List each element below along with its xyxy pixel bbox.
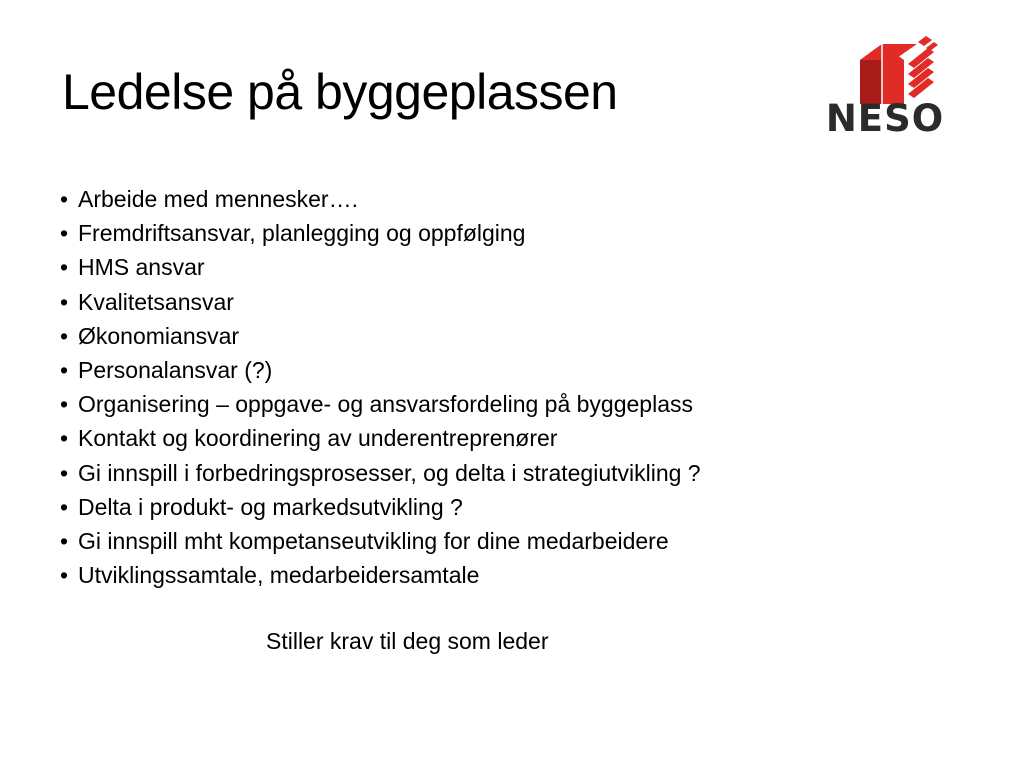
neso-logo <box>822 36 948 144</box>
bullet-marker: • <box>60 288 69 315</box>
bullet-text: Kvalitetsansvar <box>78 288 234 315</box>
bullet-text: Gi innspill mht kompetanseutvikling for dine medarbeidere <box>78 528 669 555</box>
closing-note: Stiller krav til deg som leder <box>266 628 549 654</box>
bullet-marker: • <box>60 254 69 281</box>
bullet-marker: • <box>60 357 69 384</box>
list-item <box>60 490 701 524</box>
list-item <box>60 182 701 216</box>
bullet-marker: • <box>60 322 69 349</box>
list-item <box>60 319 701 353</box>
neso-building-logo-icon <box>822 36 948 106</box>
list-item <box>60 353 701 387</box>
list-item <box>60 285 701 319</box>
bullet-marker: • <box>60 186 69 212</box>
logo-text: NESO <box>825 97 945 140</box>
bullet-marker: • <box>60 220 69 247</box>
list-item <box>60 524 701 558</box>
list-item <box>60 250 701 284</box>
bullet-text: Utviklingssamtale, medarbeidersamtale <box>78 562 480 589</box>
bullet-marker: • <box>60 391 69 418</box>
bullet-text: Organisering – oppgave- og ansvarsfordeling på byggeplass <box>78 391 694 418</box>
bullet-marker: • <box>60 425 69 452</box>
bullet-text: Fremdriftsansvar, planlegging og oppfølging <box>78 220 526 247</box>
bullet-text: Økonomiansvar <box>78 322 240 349</box>
list-item <box>60 558 701 592</box>
bullet-text: Delta i produkt- og markedsutvikling ? <box>78 493 463 520</box>
bullet-text: Kontakt og koordinering av underentreprenører <box>78 425 558 452</box>
bullet-marker: • <box>60 528 69 555</box>
bullet-marker: • <box>60 493 69 520</box>
slide-title: Ledelse på byggeplassen <box>62 64 618 120</box>
bullet-text: Arbeide med mennesker…. <box>78 186 358 212</box>
list-item <box>60 456 701 490</box>
bullet-text: Personalansvar (?) <box>78 357 273 384</box>
bullet-list <box>60 182 701 592</box>
list-item <box>60 421 701 455</box>
bullet-marker: • <box>60 459 69 486</box>
list-item <box>60 387 701 421</box>
bullet-text: HMS ansvar <box>78 254 205 281</box>
bullet-marker: • <box>60 562 69 589</box>
bullet-text: Gi innspill i forbedringsprosesser, og delta i strategiutvikling ? <box>78 459 701 486</box>
list-item <box>60 216 701 250</box>
